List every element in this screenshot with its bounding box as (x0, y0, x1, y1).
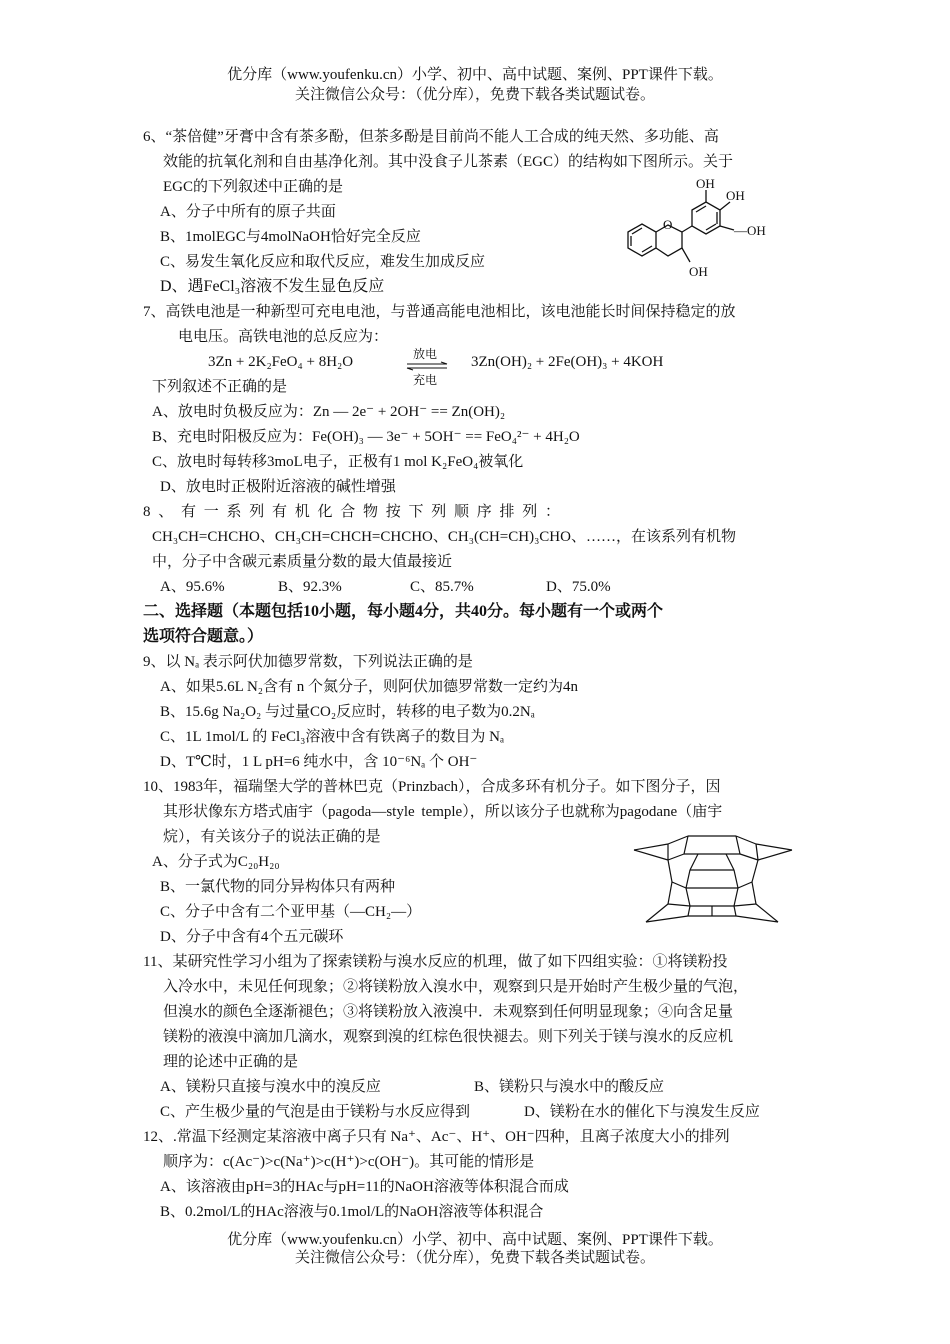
header-line-2: 关注微信公众号：（优分库），免费下载各类试题试卷。 (294, 87, 655, 103)
q6-option-c: C、易发生氧化反应和取代反应，难发生加成反应 (160, 254, 486, 270)
q10-option-d: D、分子中含有4个五元碳环 (160, 929, 344, 945)
q7-equation-top: 放电 (413, 347, 438, 361)
q10-option-c: C、分子中含有二个亚甲基（—CH₂—） (160, 904, 422, 920)
egc-structure-diagram (610, 170, 770, 285)
q7-option-b: B、充电时阳极反应为：Fe(OH)₃ — 3e⁻ + 5OH⁻ == FeO₄²⁻ + 4H₂O (152, 429, 580, 445)
q10-line-1: 10、1983年，福瑞堡大学的普林巴克（Prinzbach），合成多环有机分子。如下图分子，因 (143, 779, 721, 795)
q9-option-a: A、如果5.6L N₂含有 n 个氮分子，则阿伏加德罗常数一定约为4n (160, 679, 579, 695)
q12-option-a: A、该溶液由pH=3的HAc与pH=11的NaOH溶液等体积混合而成 (160, 1179, 569, 1195)
q7-stem: 下列叙述不正确的是 (152, 379, 288, 395)
q9-option-b: B、15.6g Na₂O₂ 与过量CO₂反应时，转移的电子数为0.2Nₐ (160, 704, 535, 720)
footer-line-2: 关注微信公众号：（优分库），免费下载各类试题试卷。 (294, 1250, 655, 1266)
q12-line-1: 12、.常温下经测定某溶液中离子只有 Na⁺、Ac⁻、H⁺、OH⁻四种，且离子浓度大小的排列 (143, 1129, 730, 1145)
q12-line-2: 顺序为：c(Ac⁻)>c(Na⁺)>c(H⁺)>c(OH⁻)。其可能的情形是 (163, 1154, 535, 1170)
q8-option-c: C、85.7% (410, 579, 474, 595)
q10-line-3: 烷），有关该分子的说法正确的是 (163, 829, 381, 845)
q7-equation-bottom: 充电 (413, 373, 438, 387)
q8-line-1: 8 、 有 一 系 列 有 机 化 合 物 按 下 列 顺 序 排 列 ： (143, 504, 561, 520)
oh-label-3: —OH (734, 223, 766, 238)
header-line-1: 优分库（www.youfenku.cn）小学、初中、高中试题、案例、PPT课件下载。 (227, 67, 723, 83)
q8-line-3: 中，分子中含碳元素质量分数的最大值最接近 (152, 554, 453, 570)
q6-line-3: EGC的下列叙述中正确的是 (163, 179, 344, 195)
q7-line-1: 7、高铁电池是一种新型可充电电池，与普通高能电池相比，该电池能长时间保持稳定的放 (143, 304, 736, 320)
q7-equilibrium-arrow (405, 362, 449, 370)
section-2-title-cont: 选项符合题意。） (143, 628, 264, 645)
q11-line-1: 11、某研究性学习小组为了探索镁粉与溴水反应的机理，做了如下四组实验：①将镁粉投 (143, 954, 728, 970)
q6-line-2: 效能的抗氧化剂和自由基净化剂。其中没食子儿茶素（EGC）的结构如下图所示。关于 (163, 154, 734, 170)
q9-option-c: C、1L 1mol/L 的 FeCl₃溶液中含有铁离子的数目为 Nₐ (160, 729, 505, 745)
benzene-ring-b (692, 202, 720, 234)
q6-option-d: D、遇FeCl₃溶液不发生显色反应 (160, 278, 385, 295)
q10-option-a: A、分子式为C₂₀H₂₀ (152, 854, 280, 870)
q11-option-c: C、产生极少量的气泡是由于镁粉与水反应得到 (160, 1104, 471, 1120)
q8-option-d: D、75.0% (546, 579, 611, 595)
q7-equation-right: 3Zn(OH)₂ + 2Fe(OH)₃ + 4KOH (471, 354, 664, 370)
q9-stem: 9、以 Nₐ 表示阿伏加德罗常数，下列说法正确的是 (143, 654, 473, 670)
q7-option-c: C、放电时每转移3moL电子，正极有1 mol K₂FeO₄被氧化 (152, 454, 524, 470)
q11-option-b: B、镁粉只与溴水中的酸反应 (474, 1079, 665, 1095)
section-2-title: 二、选择题（本题包括10小题，每小题4分，共40分。每小题有一个或两个 (143, 603, 664, 620)
q11-line-4: 镁粉的液溴中滴加几滴水，观察到溴的红棕色很快褪去。则下列关于镁与溴水的反应机 (163, 1029, 734, 1045)
q11-line-2: 入冷水中，未见任何现象；②将镁粉放入溴水中，观察到只是开始时产生极少量的气泡， (163, 979, 749, 995)
q9-option-d: D、T℃时，1 L pH=6 纯水中，含 10⁻⁶Nₐ 个 OH⁻ (160, 754, 478, 770)
o-label: O (663, 217, 673, 232)
q11-option-a: A、镁粉只直接与溴水中的溴反应 (160, 1079, 381, 1095)
q7-line-2: 电电压。高铁电池的总反应为： (178, 329, 389, 345)
q10-option-b: B、一氯代物的同分异构体只有两种 (160, 879, 396, 895)
q7-option-a: A、放电时负极反应为：Zn — 2e⁻ + 2OH⁻ == Zn(OH)₂ (152, 404, 506, 420)
oh-label-2: OH (726, 188, 745, 203)
pagodane-structure-diagram (628, 830, 798, 930)
oh-label-4: OH (689, 264, 708, 279)
q6-option-a: A、分子中所有的原子共面 (160, 204, 336, 220)
footer-line-1: 优分库（www.youfenku.cn）小学、初中、高中试题、案例、PPT课件下载。 (227, 1232, 723, 1248)
q6-line-1: 6、“茶倍健”牙膏中含有茶多酚，但茶多酚是目前尚不能人工合成的纯天然、多功能、高 (143, 129, 719, 145)
oh-label-1: OH (696, 176, 715, 191)
q11-line-3: 但溴水的颜色全逐渐褪色；③将镁粉放入液溴中．未观察到任何明显现象；④向含足量 (163, 1004, 734, 1020)
q12-option-b: B、0.2mol/L的HAc溶液与0.1mol/L的NaOH溶液等体积混合 (160, 1204, 544, 1220)
q10-line-2: 其形状像东方塔式庙宇（pagoda—style temple），所以该分子也就称为pagodane（庙宇 (163, 804, 723, 820)
q11-option-d: D、镁粉在水的催化下与溴发生反应 (524, 1104, 760, 1120)
benzene-ring-a (628, 224, 656, 256)
q11-line-5: 理的论述中正确的是 (163, 1054, 299, 1070)
q8-option-a: A、95.6% (160, 579, 225, 595)
q8-option-b: B、92.3% (278, 579, 342, 595)
q6-option-b: B、1molEGC与4molNaOH恰好完全反应 (160, 229, 421, 245)
q7-option-d: D、放电时正极附近溶液的碱性增强 (160, 479, 396, 495)
q7-equation-left: 3Zn + 2K₂FeO₄ + 8H₂O (208, 354, 354, 370)
q8-line-2: CH₃CH=CHCHO、CH₃CH=CHCH=CHCHO、CH₃(CH=CH)₃CHO、……，在该系列有机物 (152, 529, 736, 545)
